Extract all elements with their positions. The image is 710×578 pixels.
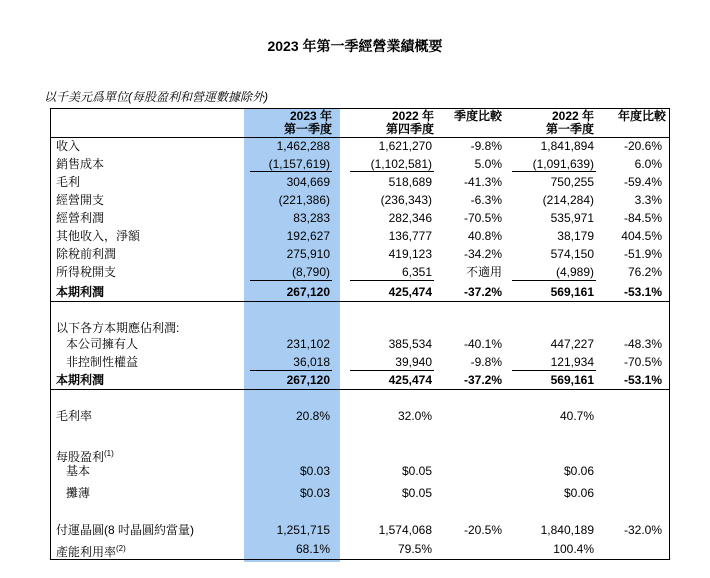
header-col-3: 季度比較 [453,109,502,123]
header-col-1: 2023 年 第一季度 [283,109,332,136]
table-row: 本公司擁有人 231,102 385,534 -40.1% 447,227 -48.3% [66,337,662,351]
header-col-4: 2022 年 第一季度 [545,109,594,136]
table-row: 毛利率 20.8% 32.0% 40.7% [56,409,594,423]
unit-note: 以千美元爲單位(每股盈利和營運數據除外) [44,90,268,104]
header-col-2: 2022 年 第四季度 [385,109,434,136]
table-row-total: 本期利潤 267,120 425,474 -37.2% 569,161 -53.1% [56,373,662,387]
table-row: 銷售成本 (1,157,619) (1,102,581) 5.0% (1,091,639) 6.0% [56,157,662,171]
page-title: 2023 年第一季經營業績概要 [267,38,443,54]
table-row: 經營開支 (221,386) (236,343) -6.3% (214,284) 3.3% [56,193,662,207]
table-row: 產能利用率$^{(2)}$ 68.1% 79.5% 100.4% [56,542,594,559]
section-label: 每股盈利$^{(1)}$ [56,449,114,464]
table-row: 非控制性權益 36,018 39,940 -9.8% 121,934 -70.5% [66,355,662,369]
table-row: 經營利潤 83,283 282,346 -70.5% 535,971 -84.5% [56,211,662,225]
header-col-5: 年度比較 [617,109,666,123]
table-row: 基本 $0.03 $0.05 $0.06 [66,464,594,478]
section-label: 以下各方本期應佔利潤: [56,321,180,335]
table-row: 除稅前利潤 275,910 419,123 -34.2% 574,150 -51.9% [56,247,662,261]
table-row: 付運晶圓(8 吋晶圓約當量) 1,251,715 1,574,068 -20.5% 1,840,189 -32.0% [56,523,662,537]
table-row-total: 本期利潤 267,120 425,474 -37.2% 569,161 -53.1% [56,285,662,299]
table-row: 其他收入，淨額 192,627 136,777 40.8% 38,179 404.5% [56,229,662,243]
table-row: 毛利 304,669 518,689 -41.3% 750,255 -59.4% [56,175,662,189]
table-row: 收入 1,462,288 1,621,270 -9.8% 1,841,894 -20.6% [56,139,662,153]
table-row: 攤薄 $0.03 $0.05 $0.06 [66,486,594,500]
table-row: 所得稅開支 (8,790) 6,351 不適用 (4,989) 76.2% [56,265,662,279]
